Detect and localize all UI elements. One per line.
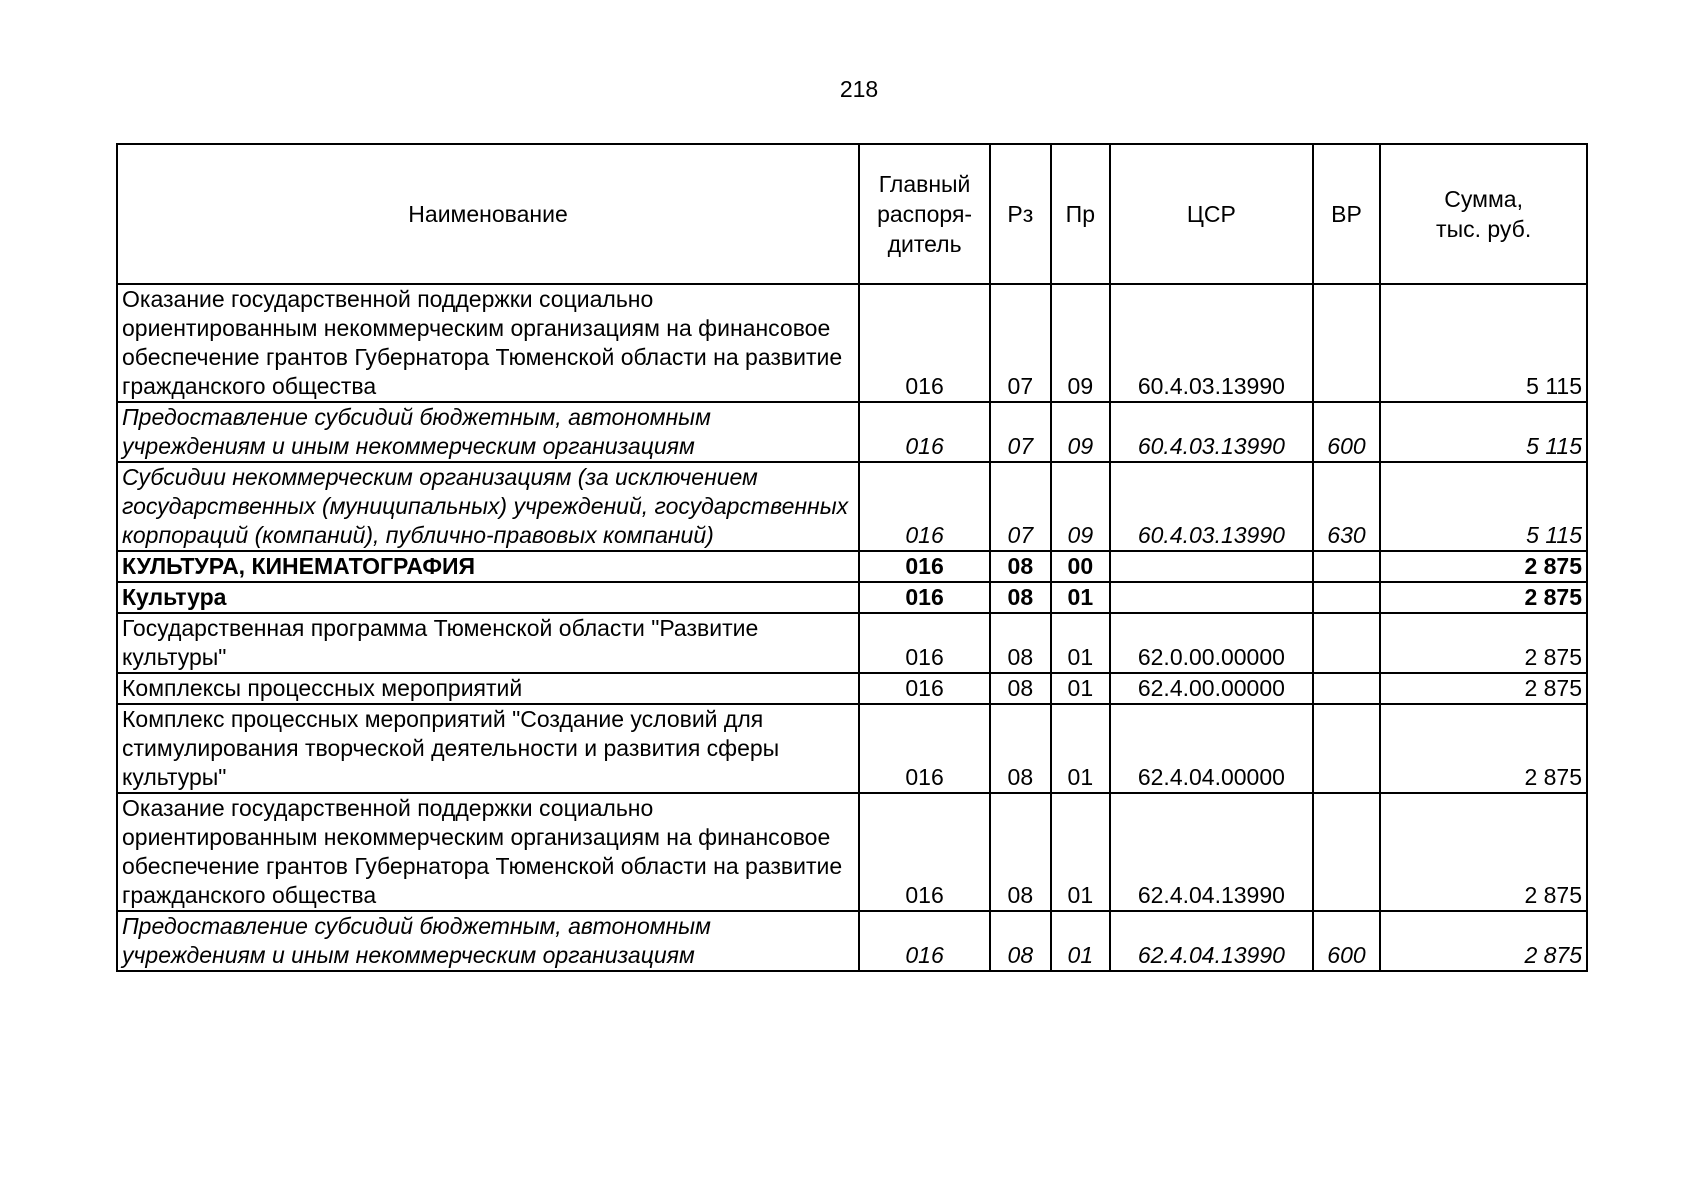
header-main-line-3: дитель — [887, 231, 962, 257]
budget-table — [116, 143, 1588, 972]
cell-main-manager: 016 — [859, 911, 990, 971]
table-row — [117, 402, 1587, 462]
header-sum — [1380, 144, 1587, 284]
cell-main-manager: 016 — [859, 793, 990, 911]
cell-sum: 5 115 — [1380, 402, 1587, 462]
cell-main-manager: 016 — [859, 284, 990, 402]
cell-sum: 2 875 — [1380, 793, 1587, 911]
header-name: Наименование — [117, 144, 859, 284]
cell-vr — [1313, 704, 1381, 793]
cell-rz: 08 — [990, 911, 1050, 971]
cell-rz: 08 — [990, 673, 1050, 704]
cell-vr — [1313, 793, 1381, 911]
table-row — [117, 582, 1587, 613]
header-row — [117, 144, 1587, 284]
cell-rz: 07 — [990, 402, 1050, 462]
cell-vr: 600 — [1313, 402, 1381, 462]
cell-pr: 01 — [1051, 613, 1110, 673]
cell-name: Оказание государственной поддержки социально ориентированным некоммерческим организациям на финансовое обеспечение грантов Губернатора Тюменской области на развитие гражданского общества — [117, 793, 859, 911]
page-number: 218 — [839, 76, 879, 102]
cell-rz: 07 — [990, 462, 1050, 551]
cell-vr — [1313, 284, 1381, 402]
table-row — [117, 704, 1587, 793]
cell-name: Оказание государственной поддержки социально ориентированным некоммерческим организациям на финансовое обеспечение грантов Губернатора Тюменской области на развитие гражданского общества — [117, 284, 859, 402]
cell-name: Культура — [117, 582, 859, 613]
header-sum-line-1: Сумма, — [1444, 186, 1523, 212]
cell-sum: 2 875 — [1380, 613, 1587, 673]
cell-rz: 08 — [990, 551, 1050, 582]
table-row — [117, 462, 1587, 551]
cell-vr — [1313, 582, 1381, 613]
cell-csr: 62.4.00.00000 — [1110, 673, 1313, 704]
header-pr: Пр — [1051, 144, 1110, 284]
cell-main-manager: 016 — [859, 462, 990, 551]
cell-csr: 62.0.00.00000 — [1110, 613, 1313, 673]
cell-main-manager: 016 — [859, 704, 990, 793]
cell-name: Субсидии некоммерческим организациям (за исключением государственных (муниципальных) учреждений, государственных корпораций (компаний), публично-правовых компаний) — [117, 462, 859, 551]
table-row — [117, 284, 1587, 402]
cell-pr: 01 — [1051, 911, 1110, 971]
cell-sum: 2 875 — [1380, 582, 1587, 613]
cell-main-manager: 016 — [859, 551, 990, 582]
cell-rz: 08 — [990, 613, 1050, 673]
header-main-line-2: распоря- — [877, 201, 973, 227]
cell-rz: 08 — [990, 793, 1050, 911]
cell-main-manager: 016 — [859, 582, 990, 613]
cell-csr: 60.4.03.13990 — [1110, 462, 1313, 551]
cell-sum: 2 875 — [1380, 911, 1587, 971]
cell-csr: 62.4.04.13990 — [1110, 911, 1313, 971]
cell-sum: 2 875 — [1380, 673, 1587, 704]
cell-pr: 09 — [1051, 402, 1110, 462]
cell-pr: 00 — [1051, 551, 1110, 582]
cell-name: Комплекс процессных мероприятий "Создание условий для стимулирования творческой деятельности и развития сферы культуры" — [117, 704, 859, 793]
cell-rz: 08 — [990, 582, 1050, 613]
header-sum-line-2: тыс. руб. — [1436, 216, 1532, 242]
cell-pr: 01 — [1051, 673, 1110, 704]
cell-csr — [1110, 582, 1313, 613]
cell-rz: 08 — [990, 704, 1050, 793]
cell-main-manager: 016 — [859, 673, 990, 704]
table-row — [117, 911, 1587, 971]
cell-csr — [1110, 551, 1313, 582]
cell-vr: 600 — [1313, 911, 1381, 971]
cell-vr — [1313, 673, 1381, 704]
cell-vr — [1313, 551, 1381, 582]
table-row — [117, 793, 1587, 911]
header-vr: ВР — [1313, 144, 1381, 284]
cell-sum: 2 875 — [1380, 551, 1587, 582]
cell-name: Комплексы процессных мероприятий — [117, 673, 859, 704]
cell-main-manager: 016 — [859, 402, 990, 462]
cell-pr: 01 — [1051, 582, 1110, 613]
table-body — [117, 284, 1587, 971]
header-main-manager — [859, 144, 990, 284]
cell-csr: 62.4.04.00000 — [1110, 704, 1313, 793]
cell-pr: 01 — [1051, 704, 1110, 793]
table-row — [117, 613, 1587, 673]
cell-csr: 60.4.03.13990 — [1110, 402, 1313, 462]
cell-vr — [1313, 613, 1381, 673]
header-csr: ЦСР — [1110, 144, 1313, 284]
cell-sum: 2 875 — [1380, 704, 1587, 793]
cell-main-manager: 016 — [859, 613, 990, 673]
cell-pr: 01 — [1051, 793, 1110, 911]
cell-name: Государственная программа Тюменской области "Развитие культуры" — [117, 613, 859, 673]
header-main-line-1: Главный — [878, 171, 971, 197]
cell-pr: 09 — [1051, 462, 1110, 551]
cell-csr: 60.4.03.13990 — [1110, 284, 1313, 402]
cell-rz: 07 — [990, 284, 1050, 402]
cell-sum: 5 115 — [1380, 284, 1587, 402]
table-row — [117, 673, 1587, 704]
header-rz: Рз — [990, 144, 1050, 284]
table-row — [117, 551, 1587, 582]
cell-csr: 62.4.04.13990 — [1110, 793, 1313, 911]
cell-name: Предоставление субсидий бюджетным, автономным учреждениям и иным некоммерческим организациям — [117, 402, 859, 462]
cell-pr: 09 — [1051, 284, 1110, 402]
cell-sum: 5 115 — [1380, 462, 1587, 551]
cell-name: Предоставление субсидий бюджетным, автономным учреждениям и иным некоммерческим организациям — [117, 911, 859, 971]
cell-vr: 630 — [1313, 462, 1381, 551]
cell-name: КУЛЬТУРА, КИНЕМАТОГРАФИЯ — [117, 551, 859, 582]
